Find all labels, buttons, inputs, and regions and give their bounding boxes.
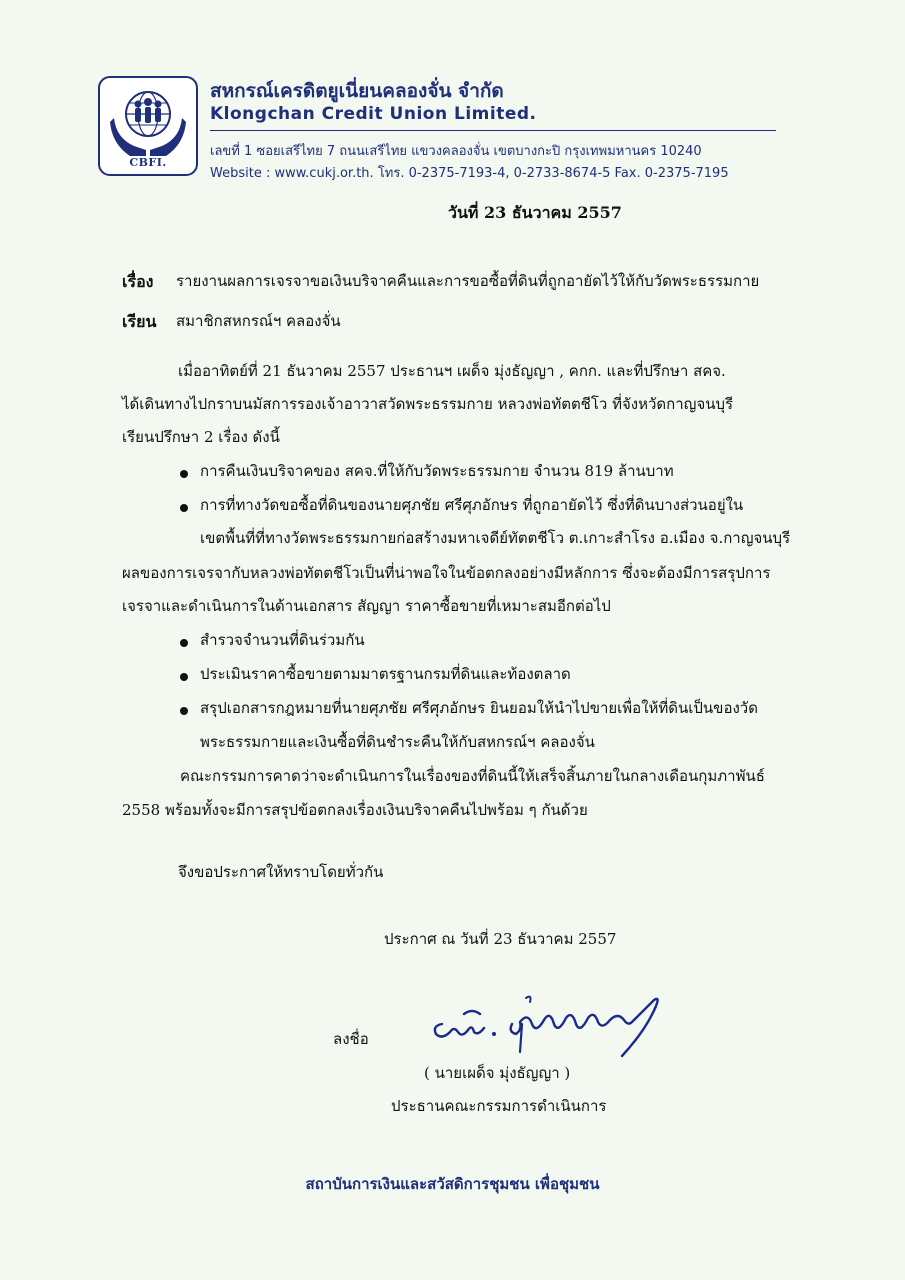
- step-item-continued: พระธรรมกายและเงินซื้อที่ดินชำระคืนให้กับสหกรณ์ฯ คลองจั่น: [200, 733, 595, 751]
- step-item: สรุปเอกสารกฎหมายที่นายศุภชัย ศรีศุภอักษร ยินยอมให้นำไปขายเพื่อให้ที่ดินเป็นของวัด: [200, 699, 758, 717]
- bullet-dot: [180, 504, 188, 512]
- org-name-thai: สหกรณ์เครดิตยูเนี่ยนคลองจั่น จำกัด: [210, 80, 504, 102]
- result-line: เจรจาและดำเนินการในด้านเอกสาร สัญญา ราคาซื้อขายที่เหมาะสมอีกต่อไป: [122, 597, 611, 615]
- intro-line: เรียนปรึกษา 2 เรื่อง ดังนี้: [122, 428, 280, 446]
- handwritten-signature: [428, 990, 678, 1065]
- signature-label: ลงชื่อ: [333, 1030, 369, 1048]
- bullet-dot: [180, 639, 188, 647]
- bullet-dot: [180, 707, 188, 715]
- cbfi-logo: [98, 76, 198, 176]
- intro-line: เมื่ออาทิตย์ที่ 21 ธันวาคม 2557 ประธานฯ เผด็จ มุ่งธัญญา , คกก. และที่ปรึกษา สคจ.: [178, 362, 726, 380]
- expectation-line: 2558 พร้อมทั้งจะมีการสรุปข้อตกลงเรื่องเงินบริจาคคืนไปพร้อม ๆ กันด้วย: [122, 801, 588, 819]
- topic-item: การที่ทางวัดขอซื้อที่ดินของนายศุภชัย ศรีศุภอักษร ที่ถูกอายัดไว้ ซึ่งที่ดินบางส่วนอยู่ใน: [200, 496, 744, 514]
- bullet-dot: [180, 673, 188, 681]
- step-item: สำรวจจำนวนที่ดินร่วมกัน: [200, 631, 365, 649]
- result-line: ผลของการเจรจากับหลวงพ่อทัตตชีโวเป็นที่น่าพอใจในข้อตกลงอย่างมีหลักการ ซึ่งจะต้องมีการสรุปการ: [122, 564, 771, 582]
- recipient-label: เรียน: [122, 312, 157, 331]
- announce-date: ประกาศ ณ วันที่ 23 ธันวาคม 2557: [384, 930, 617, 948]
- org-name-english: Klongchan Credit Union Limited.: [210, 104, 537, 124]
- signer-name: ( นายเผด็จ มุ่งธัญญา ): [424, 1064, 571, 1082]
- expectation-line: คณะกรรมการคาดว่าจะดำเนินการในเรื่องของที่ดินนี้ให้เสร็จสิ้นภายในกลางเดือนกุมภาพันธ์: [180, 767, 765, 785]
- org-address: เลขที่ 1 ซอยเสรีไทย 7 ถนนเสรีไทย แขวงคลองจั่น เขตบางกะปิ กรุงเทพมหานคร 10240: [210, 144, 702, 159]
- topic-item: การคืนเงินบริจาคของ สคจ.ที่ให้กับวัดพระธรรมกาย จำนวน 819 ล้านบาท: [200, 462, 674, 480]
- letterhead-divider: [210, 130, 776, 131]
- step-item: ประเมินราคาซื้อขายตามมาตรฐานกรมที่ดินและท้องตลาด: [200, 665, 571, 683]
- org-contact: Website : www.cukj.or.th. โทร. 0-2375-7193-4, 0-2733-8674-5 Fax. 0-2375-7195: [210, 166, 729, 181]
- topic-item-continued: เขตพื้นที่ที่ทางวัดพระธรรมกายก่อสร้างมหาเจดีย์ทัตตชีโว ต.เกาะสำโรง อ.เมือง จ.กาญจนบุรี: [200, 529, 791, 547]
- footer-slogan: สถาบันการเงินและสวัสดิการชุมชน เพื่อชุมชน: [305, 1175, 600, 1193]
- subject-label: เรื่อง: [122, 272, 154, 291]
- recipient-text: สมาชิกสหกรณ์ฯ คลองจั่น: [176, 312, 341, 330]
- signer-position: ประธานคณะกรรมการดำเนินการ: [391, 1097, 607, 1115]
- bullet-dot: [180, 470, 188, 478]
- letter-date: วันที่ 23 ธันวาคม 2557: [448, 203, 622, 222]
- logo-label: CBFI.: [129, 156, 167, 169]
- subject-text: รายงานผลการเจรจาขอเงินบริจาคคืนและการขอซื้อที่ดินที่ถูกอายัดไว้ให้กับวัดพระธรรมกาย: [176, 272, 760, 290]
- intro-line: ได้เดินทางไปกราบนมัสการรองเจ้าอาวาสวัดพระธรรมกาย หลวงพ่อทัตตชีโว ที่จังหวัดกาญจนบุรี: [122, 395, 734, 413]
- closing-line: จึงขอประกาศให้ทราบโดยทั่วกัน: [178, 863, 384, 881]
